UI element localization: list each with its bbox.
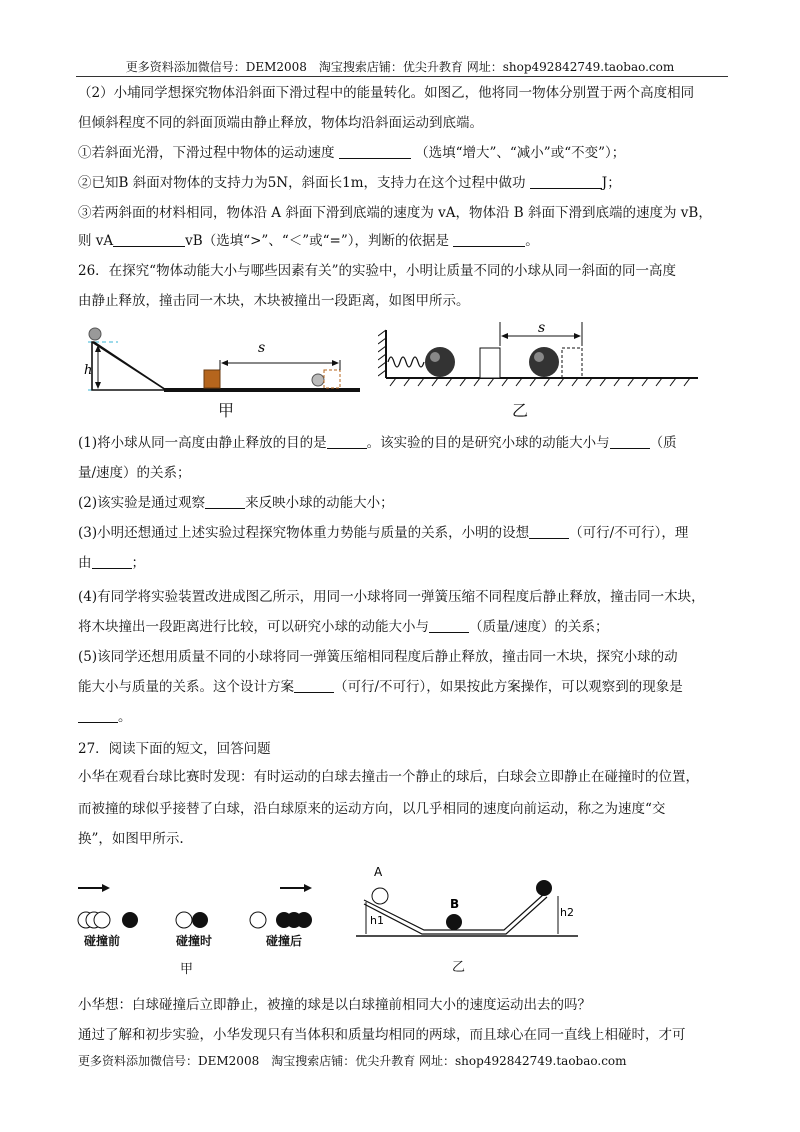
q25-item3-mid: vB（选填“>”、“＜”或“=”），判断的依据是 [185, 233, 454, 249]
page-header: 更多资料添加微信号：DEM2008 淘宝搜索店铺：优尖升教育 网址：shop492842749.taobao.com [125, 60, 675, 74]
figure-yi-caption: 乙 [452, 960, 466, 975]
arrow-head [221, 360, 228, 366]
figure-yi-caption: 乙 [512, 401, 529, 420]
wood-block [480, 348, 500, 378]
answer-blank[interactable] [610, 434, 650, 449]
figure-yi-double-ramp [354, 858, 584, 948]
floor-hatching [390, 378, 690, 386]
q25-item3-end: 。 [525, 233, 539, 249]
header-divider [76, 76, 728, 77]
q26-sub4-line2 [78, 618, 728, 636]
label-before: 碰撞前 [84, 934, 121, 948]
answer-blank[interactable] [294, 678, 334, 693]
q26-sub5-line1: (5)该同学还想用质量不同的小球将同一弹簧压缩相同程度后静止释放，撞击同一木块，探究小球的动 [78, 649, 678, 665]
q26-sub5-b: （可行/不可行），如果按此方案操作，可以观察到的现象是 [334, 679, 683, 695]
wood-block [204, 370, 220, 388]
q26-sub1-c: （质 [649, 435, 677, 451]
arrow-head [332, 360, 339, 366]
wood-block-moved [324, 370, 340, 388]
q25-item3-prefix: 则 vA [78, 233, 114, 249]
q26-sub4-line1: (4)有同学将实验装置改进成图乙所示，用同一小球将同一弹簧压缩不同程度后静止释放，撞击同一木块， [78, 589, 705, 605]
after-arrow [280, 884, 312, 892]
q25-item2-text: ②已知B 斜面对物体的支持力为5N，斜面长1m，支持力在这个过程中做功 [78, 175, 530, 191]
answer-blank[interactable] [327, 434, 367, 449]
q26-sub5-c: 。 [118, 709, 132, 725]
q27-para1-line3: 换”，如图甲所示. [78, 831, 184, 847]
q26-sub2-a: (2)该实验是通过观察 [78, 495, 206, 511]
answer-blank[interactable] [78, 708, 118, 723]
white-ball [94, 912, 110, 928]
before-arrow [78, 884, 110, 892]
label-h2: h2 [560, 906, 574, 919]
ball [425, 347, 455, 377]
q25-item3-line2 [78, 232, 728, 250]
q26-sub3-d: ； [131, 555, 145, 571]
ball [89, 328, 101, 340]
q26-sub1-cont: 量/速度）的关系； [78, 465, 191, 481]
figure-yi-spring [378, 316, 708, 396]
page-footer: 更多资料添加微信号：DEM2008 淘宝搜索店铺：优尖升教育 网址：shop492842749.taobao.com [78, 1054, 627, 1068]
figure-jia-collision [74, 880, 344, 930]
label-h1: h1 [370, 914, 384, 927]
s-label: s [538, 320, 546, 336]
q26-sub3-a: (3)小明还想通过上述实验过程探究物体重力势能与质量的关系，小明的设想 [78, 525, 530, 541]
q27-title: 27．阅读下面的短文，回答问题 [78, 741, 271, 757]
q26-sub1-b: 。该实验的目的是研究小球的动能大小与 [366, 435, 610, 451]
q25-item2 [78, 174, 728, 192]
q27-para1-line2: 而被撞的球似乎接替了白球，沿白球原来的运动方向，以几乎相同的速度向前运动，称之为速度“交 [78, 801, 666, 817]
answer-blank[interactable] [429, 618, 469, 633]
ball-final [536, 880, 552, 896]
q27-para2: 小华想：白球碰撞后立即静止，被撞的球是以白球撞前相同大小的速度运动出去的吗？ [78, 997, 591, 1013]
h-label: h [84, 363, 93, 378]
q25-part2-line2: 但倾斜程度不同的斜面顶端由静止释放，物体均沿斜面运动到底端。 [78, 115, 483, 131]
q26-sub5-line2 [78, 678, 728, 696]
q26-sub3-c: 由 [78, 555, 92, 571]
q27-para1-line1: 小华在观看台球比赛时发现：有时运动的白球去撞击一个静止的球后，白球会立即静止在碰撞时的位置， [78, 769, 699, 785]
q26-sub3-b: （可行/不可行），理 [569, 525, 689, 541]
answer-blank[interactable] [529, 524, 569, 539]
ball-final [529, 347, 559, 377]
q25-item1 [78, 144, 728, 162]
white-ball [250, 912, 266, 928]
q25-item1-options: （选填“增大”、“减小”或“不变”）； [415, 145, 626, 161]
q25-item2-unit: J； [601, 175, 621, 191]
q27-para3: 通过了解和初步实验，小华发现只有当体积和质量均相同的两球，而且球心在同一直线上相碰时，才可 [78, 1027, 686, 1043]
wall-hatching [378, 330, 386, 376]
q26-sub4-a: 将木块撞出一段距离进行比较，可以研究小球的动能大小与 [78, 619, 429, 635]
arrow-head [501, 333, 508, 339]
q26-sub3 [78, 524, 728, 542]
spring [388, 357, 424, 367]
answer-blank[interactable] [113, 232, 185, 247]
track [164, 388, 360, 392]
answer-blank[interactable] [205, 494, 245, 509]
q26-sub4-b: （质量/速度）的关系； [469, 619, 609, 635]
ball-B [446, 914, 462, 930]
answer-blank[interactable] [339, 144, 411, 159]
label-B: B [450, 897, 460, 911]
ball-highlight [534, 352, 544, 362]
q25-item3-line1: ③若两斜面的材料相同，物体沿 A 斜面下滑到底端的速度为 vA，物体沿 B 斜面下滑到底端的速度为 vB， [78, 205, 712, 221]
q26-sub3-cont [78, 554, 728, 572]
ball-final [312, 374, 324, 386]
black-ball [122, 912, 138, 928]
arrow-head [95, 382, 101, 389]
label-during: 碰撞时 [176, 934, 213, 948]
black-ball [192, 912, 208, 928]
q26-sub1-a: (1)将小球从同一高度由静止释放的目的是 [78, 435, 327, 451]
label-A: A [374, 865, 383, 879]
figure-jia-caption: 甲 [180, 962, 194, 977]
q26-sub5-a: 能大小与质量的关系。这个设计方案 [78, 679, 294, 695]
ball-A [372, 888, 388, 904]
q26-sub2 [78, 494, 728, 512]
q26-stem-line1: 26．在探究“物体动能大小与哪些因素有关”的实验中，小明让质量不同的小球从同一斜面的同一高度 [78, 263, 676, 279]
white-ball [176, 912, 192, 928]
black-ball [296, 912, 312, 928]
arrow-head [574, 333, 581, 339]
figure-jia-caption: 甲 [218, 401, 235, 420]
answer-blank[interactable] [453, 232, 525, 247]
q25-part2-line1: （2）小埔同学想探究物体沿斜面下滑过程中的能量转化。如图乙，他将同一物体分别置于两个高度相同 [78, 85, 695, 101]
q26-sub2-b: 来反映小球的动能大小； [245, 495, 394, 511]
wood-block-moved [562, 348, 582, 378]
s-label: s [258, 340, 266, 356]
q26-sub1 [78, 434, 728, 452]
q26-sub5-line3 [78, 708, 728, 726]
answer-blank[interactable] [92, 554, 132, 569]
label-after: 碰撞后 [266, 934, 303, 948]
ramp-slope [92, 342, 166, 390]
q26-stem-line2: 由静止释放，撞击同一木块，木块被撞出一段距离，如图甲所示。 [78, 293, 470, 309]
answer-blank[interactable] [530, 174, 602, 189]
ball-highlight [430, 352, 440, 362]
q25-item1-text: ①若斜面光滑，下滑过程中物体的运动速度 [78, 145, 339, 161]
